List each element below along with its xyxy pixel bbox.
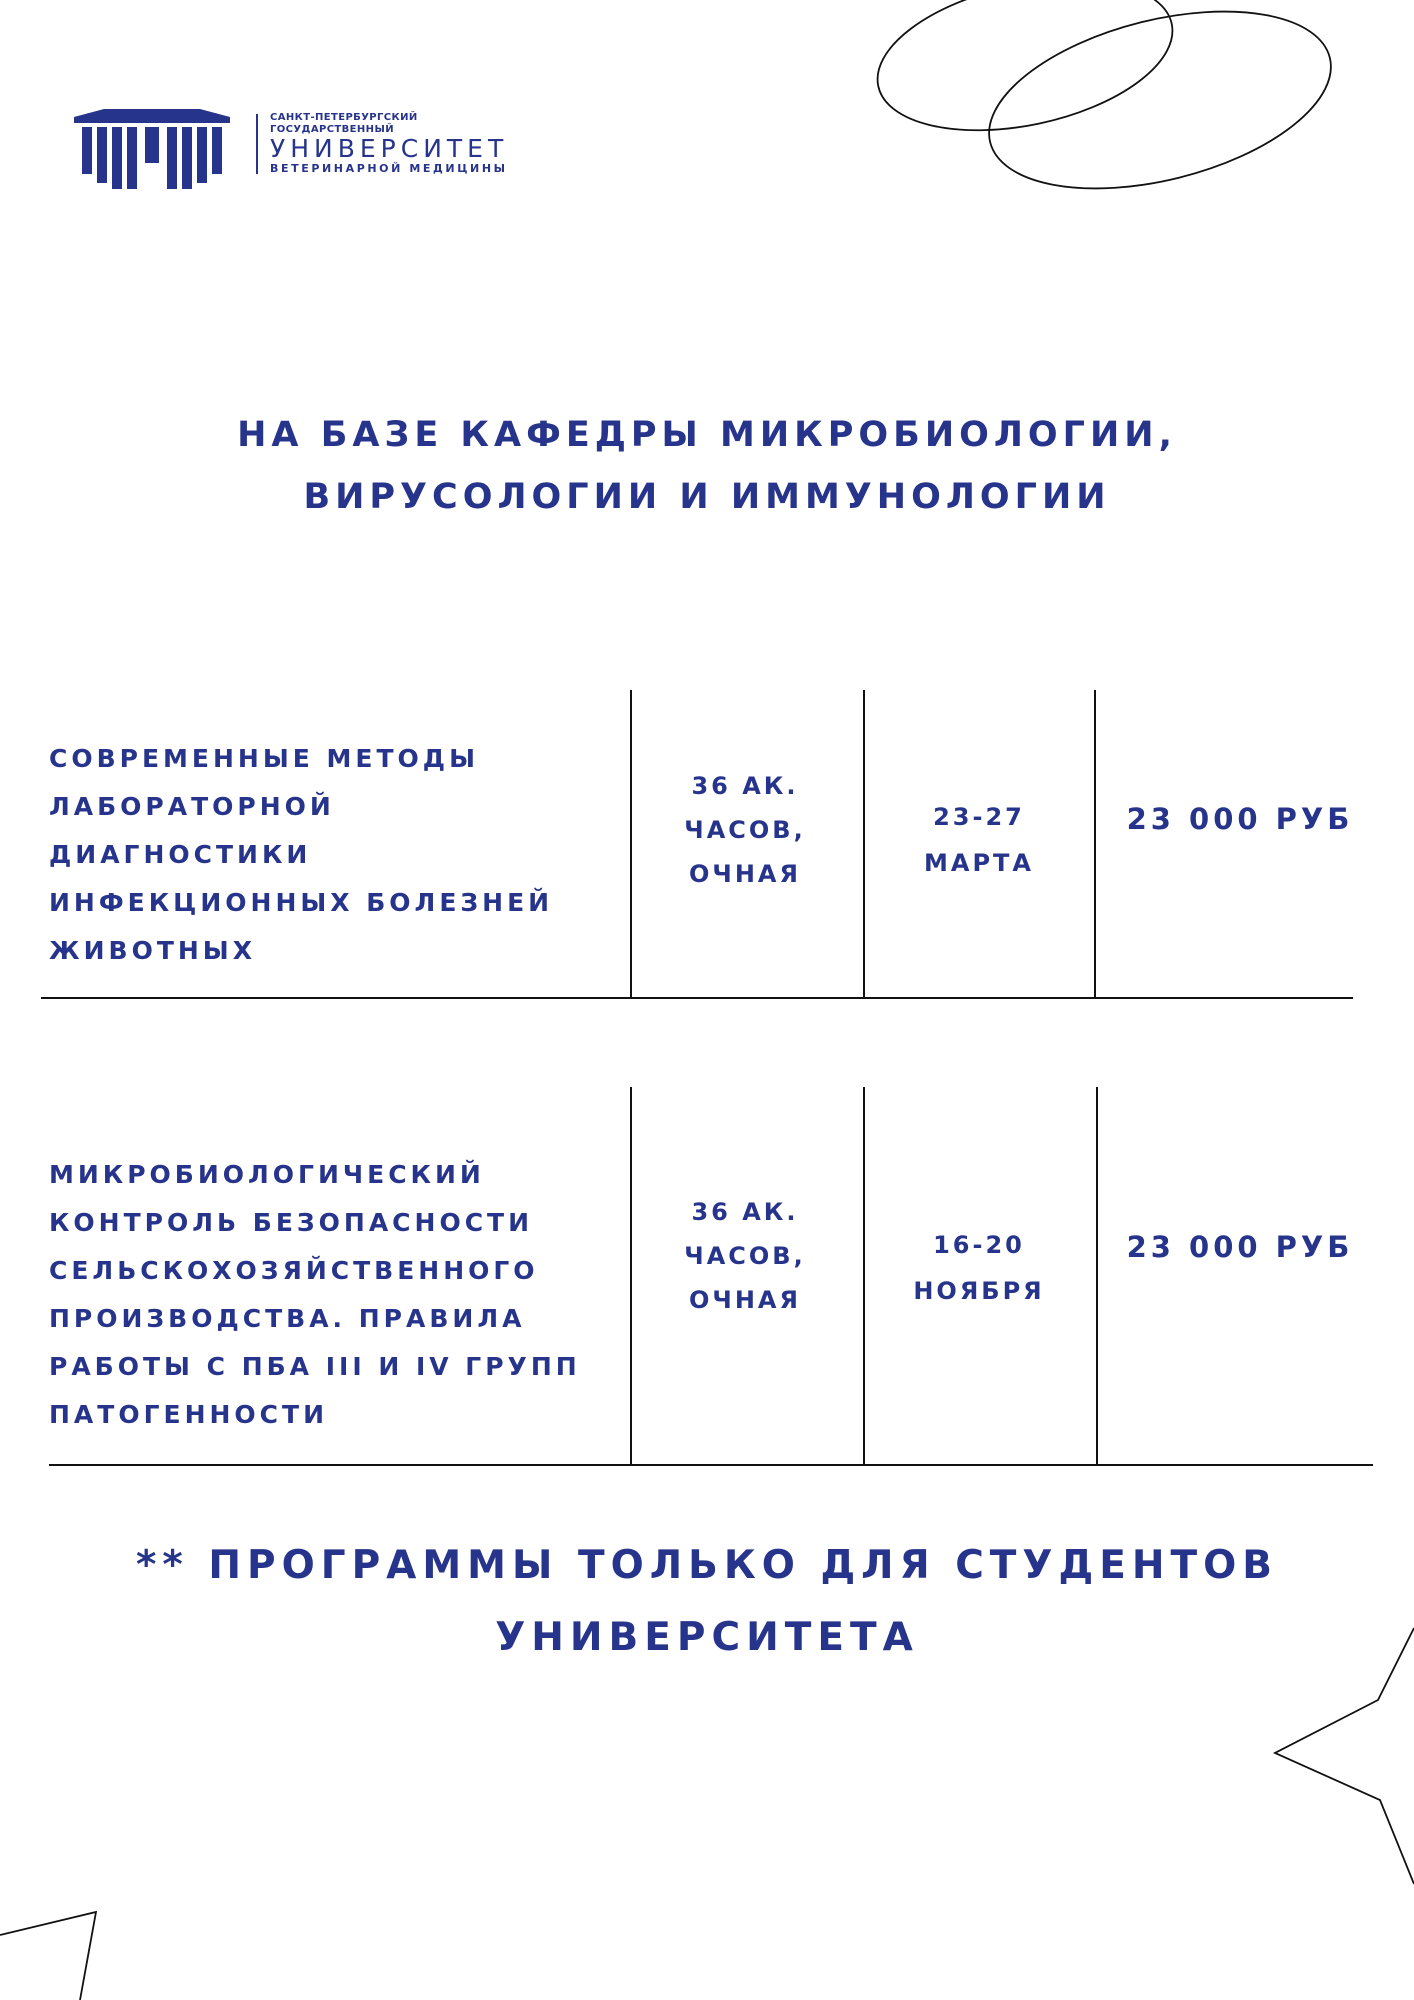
program-1-dates-line: МАРТА xyxy=(924,849,1034,877)
program-1-hours-line: ОЧНАЯ xyxy=(689,860,801,888)
note-line-1: ** ПРОГРАММЫ ТОЛЬКО ДЛЯ СТУДЕНТОВ xyxy=(136,1543,1278,1588)
program-1-name-line: ЛАБОРАТОРНОЙ xyxy=(49,792,335,821)
program-1-hours xyxy=(629,764,861,896)
table-divider xyxy=(863,1087,865,1465)
program-2-name xyxy=(49,1151,609,1439)
table-divider xyxy=(1094,690,1096,998)
program-2-name-line: РАБОТЫ С ПБА III И IV ГРУПП xyxy=(49,1352,581,1381)
table-divider xyxy=(863,690,865,998)
program-2-dates xyxy=(863,1222,1095,1314)
students-only-note xyxy=(0,1530,1414,1674)
page-heading xyxy=(0,404,1414,528)
program-2-name-line: МИКРОБИОЛОГИЧЕСКИЙ xyxy=(49,1160,485,1189)
logo-line-3: ВЕТЕРИНАРНОЙ МЕДИЦИНЫ xyxy=(270,162,508,175)
program-1-hours-line: ЧАСОВ, xyxy=(684,816,806,844)
program-1-name-line: ДИАГНОСТИКИ xyxy=(49,840,312,869)
heading-line-1: НА БАЗЕ КАФЕДРЫ МИКРОБИОЛОГИИ, xyxy=(237,415,1177,455)
program-1-name xyxy=(49,735,609,975)
program-1-hours-line: 36 АК. xyxy=(691,772,799,800)
program-1-dates xyxy=(863,794,1095,886)
program-2-name-line: СЕЛЬСКОХОЗЯЙСТВЕННОГО xyxy=(49,1256,539,1285)
program-2-dates-line: 16-20 xyxy=(933,1231,1025,1259)
program-2-name-line: КОНТРОЛЬ БЕЗОПАСНОСТИ xyxy=(49,1208,534,1237)
row-separator xyxy=(49,1464,1373,1466)
program-1-price: 23 000 РУБ xyxy=(1126,802,1354,836)
program-2-hours xyxy=(629,1190,861,1322)
row-separator xyxy=(41,997,1353,999)
table-divider xyxy=(1096,1087,1098,1465)
logo-text xyxy=(270,112,534,176)
note-line-2: УНИВЕРСИТЕТА xyxy=(495,1615,919,1660)
program-1-name-line: ИНФЕКЦИОННЫХ БОЛЕЗНЕЙ xyxy=(49,888,554,917)
logo-divider xyxy=(256,114,258,174)
program-2-hours-line: 36 АК. xyxy=(691,1198,799,1226)
logo-line-1: САНКТ-ПЕТЕРБУРГСКИЙ ГОСУДАРСТВЕННЫЙ xyxy=(270,112,418,135)
decorative-triangle xyxy=(0,1912,96,2000)
program-2-dates-line: НОЯБРЯ xyxy=(913,1277,1045,1305)
decorative-ellipse-2 xyxy=(971,0,1349,220)
table-divider xyxy=(630,690,632,998)
program-2-hours-line: ЧАСОВ, xyxy=(684,1242,806,1270)
table-divider xyxy=(630,1087,632,1465)
program-1-dates-line: 23-27 xyxy=(933,803,1025,831)
program-2-name-line: ПРОИЗВОДСТВА. ПРАВИЛА xyxy=(49,1304,526,1333)
program-1-name-line: СОВРЕМЕННЫЕ МЕТОДЫ xyxy=(49,744,479,773)
heading-line-2: ВИРУСОЛОГИИ И ИММУНОЛОГИИ xyxy=(303,477,1111,517)
program-2-hours-line: ОЧНАЯ xyxy=(689,1286,801,1314)
logo-line-2: УНИВЕРСИТЕТ xyxy=(270,134,509,163)
building-columns-icon xyxy=(74,108,230,192)
program-2-price: 23 000 РУБ xyxy=(1126,1230,1354,1264)
program-1-name-line: ЖИВОТНЫХ xyxy=(49,936,256,965)
university-logo xyxy=(74,108,534,194)
program-2-name-line: ПАТОГЕННОСТИ xyxy=(49,1400,329,1429)
